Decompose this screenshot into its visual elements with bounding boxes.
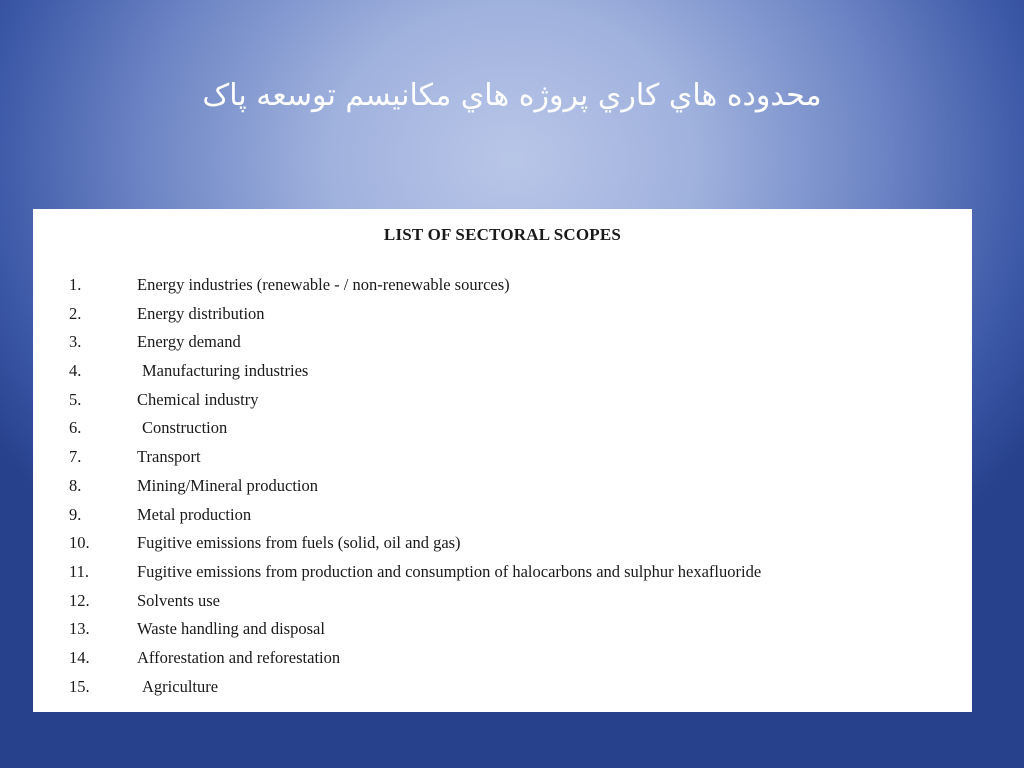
list-item-text: Energy industries (renewable - / non-renewable sources): [137, 275, 510, 294]
slide-title: محدوده هاي کاري پروژه هاي مکانيسم توسعه پاک: [202, 78, 822, 113]
list-item-number: 11.: [69, 561, 90, 581]
list-item-text: Chemical industry: [137, 389, 259, 409]
list-item: [69, 587, 949, 616]
list-item: [69, 300, 949, 329]
list-item-text: Energy distribution: [137, 303, 265, 323]
list-item-text: Energy demand: [137, 332, 241, 352]
list-item-text: Mining/Mineral production: [137, 475, 319, 495]
list-item-text: Agriculture: [142, 676, 219, 696]
list-item-number: 1.: [69, 275, 82, 294]
list-item-number: 3.: [69, 332, 82, 352]
list-item-number: 8.: [69, 475, 82, 495]
sectoral-scopes-document: [33, 209, 972, 712]
list-item: [69, 414, 949, 443]
list-item-text: Metal production: [137, 504, 252, 524]
list-item: [69, 386, 949, 415]
list-item-text: Transport: [137, 447, 201, 467]
list-item-number: 6.: [69, 418, 82, 438]
sectoral-scope-list: [69, 271, 949, 701]
list-item: [69, 558, 949, 587]
list-item: [69, 644, 949, 673]
list-item-text: Construction: [142, 418, 228, 438]
list-item: [69, 328, 949, 357]
list-item-number: 12.: [69, 590, 90, 610]
list-item-number: 10.: [69, 533, 90, 553]
list-item-text: Waste handling and disposal: [137, 619, 325, 639]
list-item-text: Afforestation and reforestation: [137, 647, 341, 667]
list-item: [69, 443, 949, 472]
list-item-number: 2.: [69, 303, 82, 323]
list-item-number: 13.: [69, 619, 90, 639]
list-item-text: Solvents use: [137, 590, 220, 610]
list-item-text: Fugitive emissions from production and consumption of halocarbons and sulphur hexafluoride: [137, 561, 762, 581]
list-item: [69, 673, 949, 702]
list-item: [69, 357, 949, 386]
list-item: [69, 271, 949, 300]
list-item-text: Manufacturing industries: [142, 361, 309, 381]
list-item-text: Fugitive emissions from fuels (solid, oil and gas): [137, 533, 461, 553]
list-item-number: 9.: [69, 504, 82, 524]
list-item-number: 7.: [69, 447, 82, 467]
document-heading: LIST OF SECTORAL SCOPES: [383, 225, 622, 244]
list-item-number: 14.: [69, 647, 90, 667]
list-item: [69, 615, 949, 644]
list-item: [69, 472, 949, 501]
list-item-number: 15.: [69, 676, 90, 696]
list-item: [69, 501, 949, 530]
list-item: [69, 529, 949, 558]
list-item-number: 4.: [69, 361, 82, 381]
list-item-number: 5.: [69, 389, 82, 409]
